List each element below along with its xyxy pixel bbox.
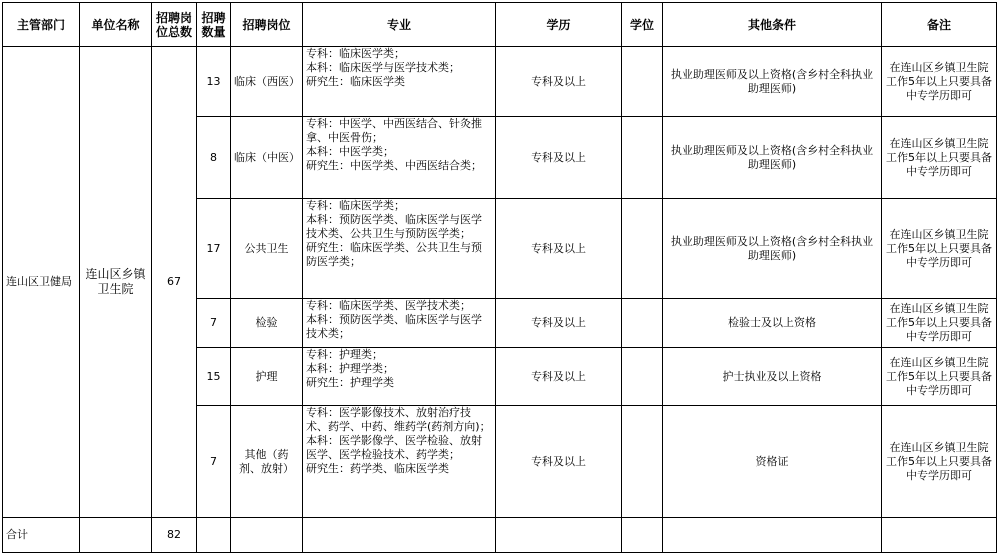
header-dept[interactable]: 主管部门 — [3, 3, 80, 47]
other-cell[interactable]: 执业助理医师及以上资格(含乡村全科执业助理医师) — [663, 47, 882, 117]
count-cell[interactable]: 7 — [197, 299, 231, 348]
header-unit[interactable]: 单位名称 — [80, 3, 152, 47]
position-cell[interactable]: 检验 — [231, 299, 303, 348]
degree-cell[interactable] — [622, 406, 663, 518]
position-cell[interactable]: 临床（中医） — [231, 117, 303, 199]
header-total-posts[interactable]: 招聘岗位总数 — [152, 3, 197, 47]
other-cell[interactable]: 执业助理医师及以上资格(含乡村全科执业助理医师) — [663, 199, 882, 299]
table-row — [3, 47, 997, 117]
education-cell[interactable]: 专科及以上 — [496, 299, 622, 348]
empty-cell[interactable] — [663, 518, 882, 553]
major-cell[interactable]: 专科：临床医学类； 本科：预防医学类、临床医学与医学技术类、公共卫生与预防医学类； 研究生：临床医学类、公共卫生与预防医学类； — [303, 199, 496, 299]
position-cell[interactable]: 护理 — [231, 348, 303, 406]
degree-cell[interactable] — [622, 199, 663, 299]
major-cell[interactable]: 专科：医学影像技术、放射治疗技术、药学、中药、维药学(药剂方向)； 本科：医学影像学、医学检验、放射医学、医学检验技术、药学类； 研究生：药学类、临床医学类 — [303, 406, 496, 518]
position-cell[interactable]: 其他（药剂、放射） — [231, 406, 303, 518]
education-cell[interactable]: 专科及以上 — [496, 348, 622, 406]
degree-cell[interactable] — [622, 47, 663, 117]
empty-cell[interactable] — [197, 518, 231, 553]
empty-cell[interactable] — [231, 518, 303, 553]
degree-cell[interactable] — [622, 299, 663, 348]
count-cell[interactable]: 7 — [197, 406, 231, 518]
header-note[interactable]: 备注 — [882, 3, 997, 47]
empty-cell[interactable] — [80, 518, 152, 553]
note-cell[interactable]: 在连山区乡镇卫生院工作5年以上只要具备中专学历即可 — [882, 199, 997, 299]
header-other[interactable]: 其他条件 — [663, 3, 882, 47]
education-cell[interactable]: 专科及以上 — [496, 47, 622, 117]
major-cell[interactable]: 专科：临床医学类； 本科：临床医学与医学技术类； 研究生：临床医学类 — [303, 47, 496, 117]
empty-cell[interactable] — [882, 518, 997, 553]
position-cell[interactable]: 临床（西医） — [231, 47, 303, 117]
total-value-cell[interactable]: 82 — [152, 518, 197, 553]
count-cell[interactable]: 17 — [197, 199, 231, 299]
education-cell[interactable]: 专科及以上 — [496, 406, 622, 518]
education-cell[interactable]: 专科及以上 — [496, 117, 622, 199]
count-cell[interactable]: 15 — [197, 348, 231, 406]
empty-cell[interactable] — [303, 518, 496, 553]
degree-cell[interactable] — [622, 117, 663, 199]
other-cell[interactable]: 资格证 — [663, 406, 882, 518]
degree-cell[interactable] — [622, 348, 663, 406]
note-cell[interactable]: 在连山区乡镇卫生院工作5年以上只要具备中专学历即可 — [882, 47, 997, 117]
total-label-cell[interactable]: 合计 — [3, 518, 80, 553]
header-education[interactable]: 学历 — [496, 3, 622, 47]
position-cell[interactable]: 公共卫生 — [231, 199, 303, 299]
major-cell[interactable]: 专科：临床医学类、医学技术类； 本科：预防医学类、临床医学与医学技术类； — [303, 299, 496, 348]
header-row — [3, 3, 997, 47]
note-cell[interactable]: 在连山区乡镇卫生院工作5年以上只要具备中专学历即可 — [882, 348, 997, 406]
other-cell[interactable]: 检验士及以上资格 — [663, 299, 882, 348]
unit-cell[interactable]: 连山区乡镇卫生院 — [80, 47, 152, 518]
header-position[interactable]: 招聘岗位 — [231, 3, 303, 47]
header-count[interactable]: 招聘数量 — [197, 3, 231, 47]
education-cell[interactable]: 专科及以上 — [496, 199, 622, 299]
total-row — [3, 518, 997, 553]
other-cell[interactable]: 执业助理医师及以上资格(含乡村全科执业助理医师) — [663, 117, 882, 199]
note-cell[interactable]: 在连山区乡镇卫生院工作5年以上只要具备中专学历即可 — [882, 299, 997, 348]
major-cell[interactable]: 专科：中医学、中西医结合、针灸推拿、中医骨伤； 本科：中医学类； 研究生：中医学类、中西医结合类； — [303, 117, 496, 199]
header-degree[interactable]: 学位 — [622, 3, 663, 47]
major-cell[interactable]: 专科：护理类； 本科：护理学类； 研究生：护理学类 — [303, 348, 496, 406]
note-cell[interactable]: 在连山区乡镇卫生院工作5年以上只要具备中专学历即可 — [882, 406, 997, 518]
recruitment-table — [2, 2, 997, 553]
header-major[interactable]: 专业 — [303, 3, 496, 47]
empty-cell[interactable] — [622, 518, 663, 553]
total-posts-cell[interactable]: 67 — [152, 47, 197, 518]
other-cell[interactable]: 护士执业及以上资格 — [663, 348, 882, 406]
note-cell[interactable]: 在连山区乡镇卫生院工作5年以上只要具备中专学历即可 — [882, 117, 997, 199]
count-cell[interactable]: 8 — [197, 117, 231, 199]
empty-cell[interactable] — [496, 518, 622, 553]
count-cell[interactable]: 13 — [197, 47, 231, 117]
dept-cell[interactable]: 连山区卫健局 — [3, 47, 80, 518]
